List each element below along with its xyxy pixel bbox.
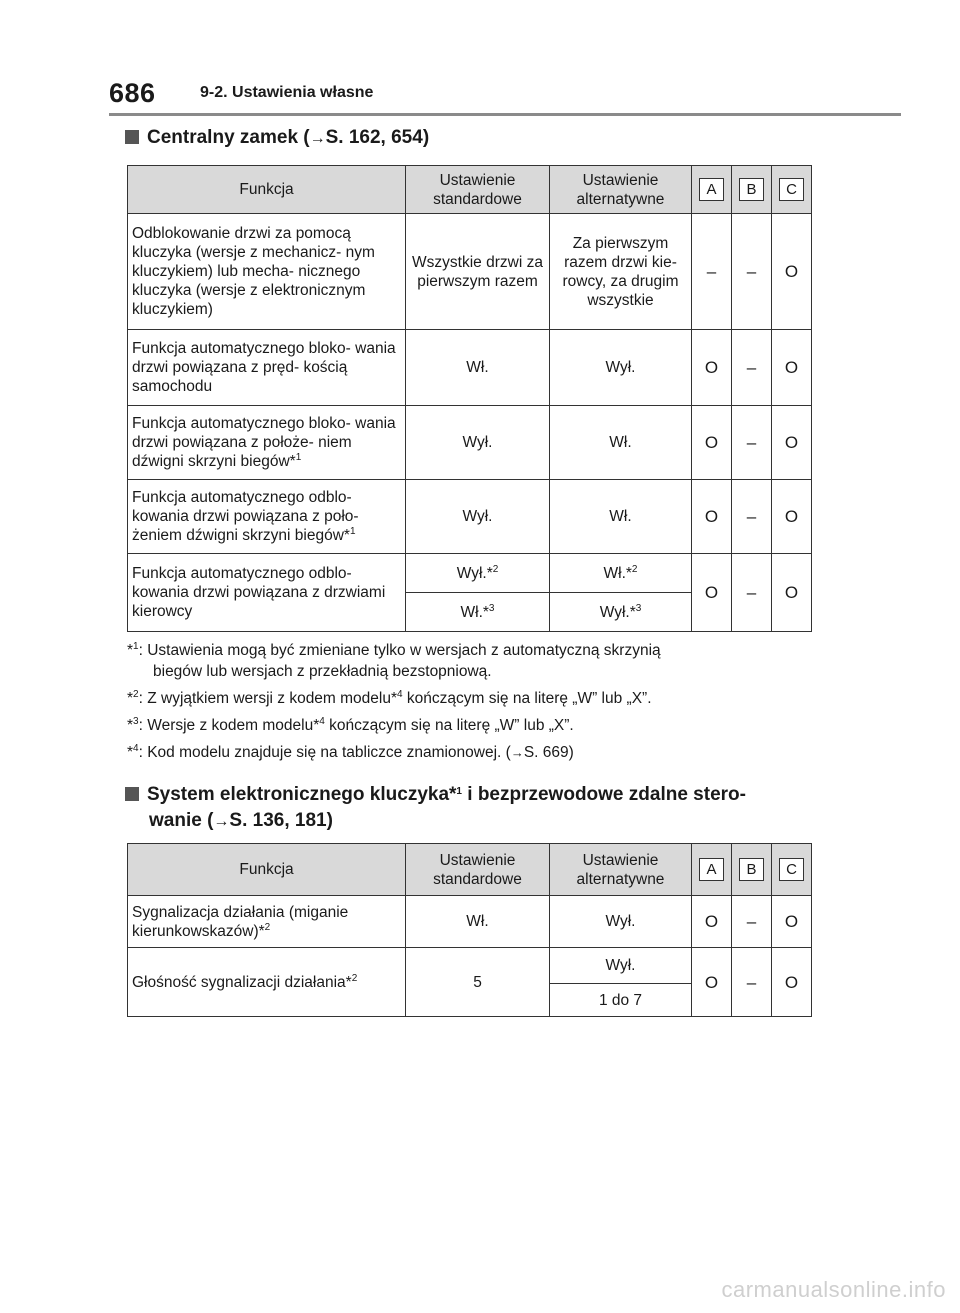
cell-b: – xyxy=(732,406,772,480)
heading-cont-text: wanie ( xyxy=(149,810,214,831)
footnote-ref: 3 xyxy=(488,602,495,614)
heading-ref: S. 136, 181) xyxy=(229,810,333,831)
cell-function xyxy=(128,948,406,1017)
cell-c: O xyxy=(772,330,812,406)
cell-alternative: Wył. xyxy=(550,330,692,406)
table-row xyxy=(128,330,812,406)
cell-alternative: Wł. xyxy=(550,406,692,480)
footnote-ref: 1 xyxy=(295,452,302,463)
cell-a: O xyxy=(692,406,732,480)
cell-function-text: Sygnalizacja działania (miganie kierunkowskazów)* xyxy=(132,903,349,940)
cell-a: O xyxy=(692,948,732,1017)
box-letter-a: A xyxy=(699,178,724,201)
cell-b: – xyxy=(732,554,772,632)
cell-standard: Wszystkie drzwi za pierwszym razem xyxy=(406,214,550,330)
cell-a: O xyxy=(692,330,732,406)
col-a xyxy=(692,166,732,214)
cell-c: O xyxy=(772,214,812,330)
col-b xyxy=(732,844,772,896)
cell-function: Odblokowanie drzwi za pomocą kluczyka (wersje z mechanicz- nym kluczykiem) lub mecha- nicznego kluczyka (wersje z elektronicznym kluczykiem) xyxy=(128,214,406,330)
footnote-text-tail: kończącym się na literę „W” lub „X”. xyxy=(324,717,574,734)
box-letter-a: A xyxy=(699,858,724,881)
cell-function xyxy=(128,406,406,480)
cell-alternative: 1 do 7 xyxy=(550,984,692,1017)
cell-b: – xyxy=(732,480,772,554)
footnote-ref: 1 xyxy=(349,526,356,537)
cell-a: O xyxy=(692,480,732,554)
footnote-2 xyxy=(127,688,827,709)
table-row xyxy=(128,896,812,948)
footnote-4 xyxy=(127,742,827,763)
cell-standard xyxy=(406,554,550,593)
footnote-number: 3 xyxy=(133,716,139,727)
arrow-right-icon: → xyxy=(510,745,524,760)
table-header-row xyxy=(128,166,812,214)
col-a xyxy=(692,844,732,896)
cell-standard-text: Wł.* xyxy=(460,603,489,621)
footnote-ref: 2 xyxy=(264,921,271,933)
square-bullet-icon xyxy=(125,130,139,144)
cell-a: O xyxy=(692,554,732,632)
footnote-text: : Ustawienia mogą być zmieniane tylko w wersjach z automatyczną skrzynią xyxy=(138,642,661,659)
col-c xyxy=(772,166,812,214)
footnote-mark: * xyxy=(127,642,134,659)
footnote-number: 4 xyxy=(133,743,139,754)
cell-alternative: Wł. xyxy=(550,480,692,554)
page-header xyxy=(109,78,901,112)
table-row xyxy=(128,480,812,554)
box-letter-c: C xyxy=(779,858,804,881)
footnote-ref: 1 xyxy=(456,786,462,797)
footnote-ref: 2 xyxy=(351,972,358,984)
cell-b: – xyxy=(732,948,772,1017)
watermark: carmanualsonline.info xyxy=(721,1277,946,1302)
table-header-row xyxy=(128,844,812,896)
section-title: 9-2. Ustawienia własne xyxy=(200,84,374,101)
central-lock-table xyxy=(127,165,812,632)
col-c xyxy=(772,844,812,896)
heading-ref: S. 162, 654) xyxy=(325,127,430,148)
cell-alternative-text: Wył.* xyxy=(599,603,636,621)
footnote-number: 1 xyxy=(133,641,139,652)
box-letter-b: B xyxy=(739,858,764,881)
cell-c: O xyxy=(772,948,812,1017)
cell-alternative: Wył. xyxy=(550,948,692,984)
footnote-text: : Wersje z kodem modelu* xyxy=(138,717,320,734)
col-alternative: Ustawienie alternatywne xyxy=(550,844,692,896)
table-row xyxy=(128,948,812,984)
cell-function: Funkcja automatycznego odblo- kowania drzwi powiązana z drzwiami kierowcy xyxy=(128,554,406,632)
col-alternative: Ustawienie alternatywne xyxy=(550,166,692,214)
footnote-text-cont: biegów lub wersjach z przekładnią bezstopniową. xyxy=(153,663,492,680)
cell-standard xyxy=(406,593,550,632)
footnote-3 xyxy=(127,715,827,736)
cell-standard-text: Wył.* xyxy=(456,564,493,582)
cell-alternative xyxy=(550,593,692,632)
cell-c: O xyxy=(772,406,812,480)
cell-c: O xyxy=(772,480,812,554)
cell-c: O xyxy=(772,896,812,948)
cell-b: – xyxy=(732,330,772,406)
table-row xyxy=(128,214,812,330)
cell-function xyxy=(128,480,406,554)
footnote-1 xyxy=(127,640,827,682)
cell-function xyxy=(128,896,406,948)
footnote-text-tail: S. 669) xyxy=(523,744,574,761)
footnotes xyxy=(127,640,827,769)
cell-b: – xyxy=(732,214,772,330)
table-row xyxy=(128,554,812,593)
footnote-number: 2 xyxy=(133,689,139,700)
heading-text: System elektronicznego kluczyka* xyxy=(147,784,457,805)
table-row xyxy=(128,406,812,480)
cell-standard: Wył. xyxy=(406,480,550,554)
cell-alternative xyxy=(550,554,692,593)
footnote-text: : Z wyjątkiem wersji z kodem modelu* xyxy=(138,690,398,707)
footnote-mark: * xyxy=(127,717,134,734)
footnote-text: : Kod modelu znajduje się na tabliczce znamionowej. ( xyxy=(138,744,511,761)
header-rule xyxy=(109,113,901,116)
page-number: 686 xyxy=(109,78,156,108)
footnote-ref: 2 xyxy=(492,563,499,575)
footnote-ref: 3 xyxy=(635,602,642,614)
heading-cont xyxy=(125,808,746,835)
col-standard: Ustawienie standardowe xyxy=(406,166,550,214)
footnote-ref: 4 xyxy=(319,716,325,727)
cell-standard: Wył. xyxy=(406,406,550,480)
cell-b: – xyxy=(732,896,772,948)
col-standard: Ustawienie standardowe xyxy=(406,844,550,896)
cell-alternative-text: Wł.* xyxy=(603,564,632,582)
footnote-ref: 4 xyxy=(397,689,403,700)
smart-key-table xyxy=(127,843,812,1017)
heading-central-lock xyxy=(125,125,429,152)
cell-standard: Wł. xyxy=(406,896,550,948)
cell-function: Funkcja automatycznego bloko- wania drzwi powiązana z pręd- kością samochodu xyxy=(128,330,406,406)
cell-alternative: Wył. xyxy=(550,896,692,948)
cell-function-text: Funkcja automatycznego bloko- wania drzwi powiązana z położe- niem dźwigni skrzyni biegów* xyxy=(132,415,396,470)
footnote-mark: * xyxy=(127,744,134,761)
cell-alternative: Za pierwszym razem drzwi kie- rowcy, za drugim wszystkie xyxy=(550,214,692,330)
col-function: Funkcja xyxy=(128,166,406,214)
cell-function-text: Głośność sygnalizacji działania* xyxy=(132,973,352,991)
cell-function-text: Funkcja automatycznego odblo- kowania drzwi powiązana z poło- żeniem dźwigni skrzyni biegów* xyxy=(132,489,359,544)
cell-c: O xyxy=(772,554,812,632)
footnote-text-tail: kończącym się na literę „W” lub „X”. xyxy=(402,690,652,707)
cell-a: O xyxy=(692,896,732,948)
arrow-right-icon: → xyxy=(309,130,326,147)
box-letter-b: B xyxy=(739,178,764,201)
cell-a: – xyxy=(692,214,732,330)
arrow-right-icon: → xyxy=(213,813,230,830)
heading-text-tail: i bezprzewodowe zdalne stero- xyxy=(461,784,746,805)
col-function: Funkcja xyxy=(128,844,406,896)
heading-text: Centralny zamek ( xyxy=(147,127,310,148)
cell-standard: Wł. xyxy=(406,330,550,406)
box-letter-c: C xyxy=(779,178,804,201)
square-bullet-icon xyxy=(125,787,139,801)
footnote-mark: * xyxy=(127,690,134,707)
cell-standard: 5 xyxy=(406,948,550,1017)
footnote-ref: 2 xyxy=(631,563,638,575)
heading-smart-key xyxy=(125,782,746,835)
col-b xyxy=(732,166,772,214)
